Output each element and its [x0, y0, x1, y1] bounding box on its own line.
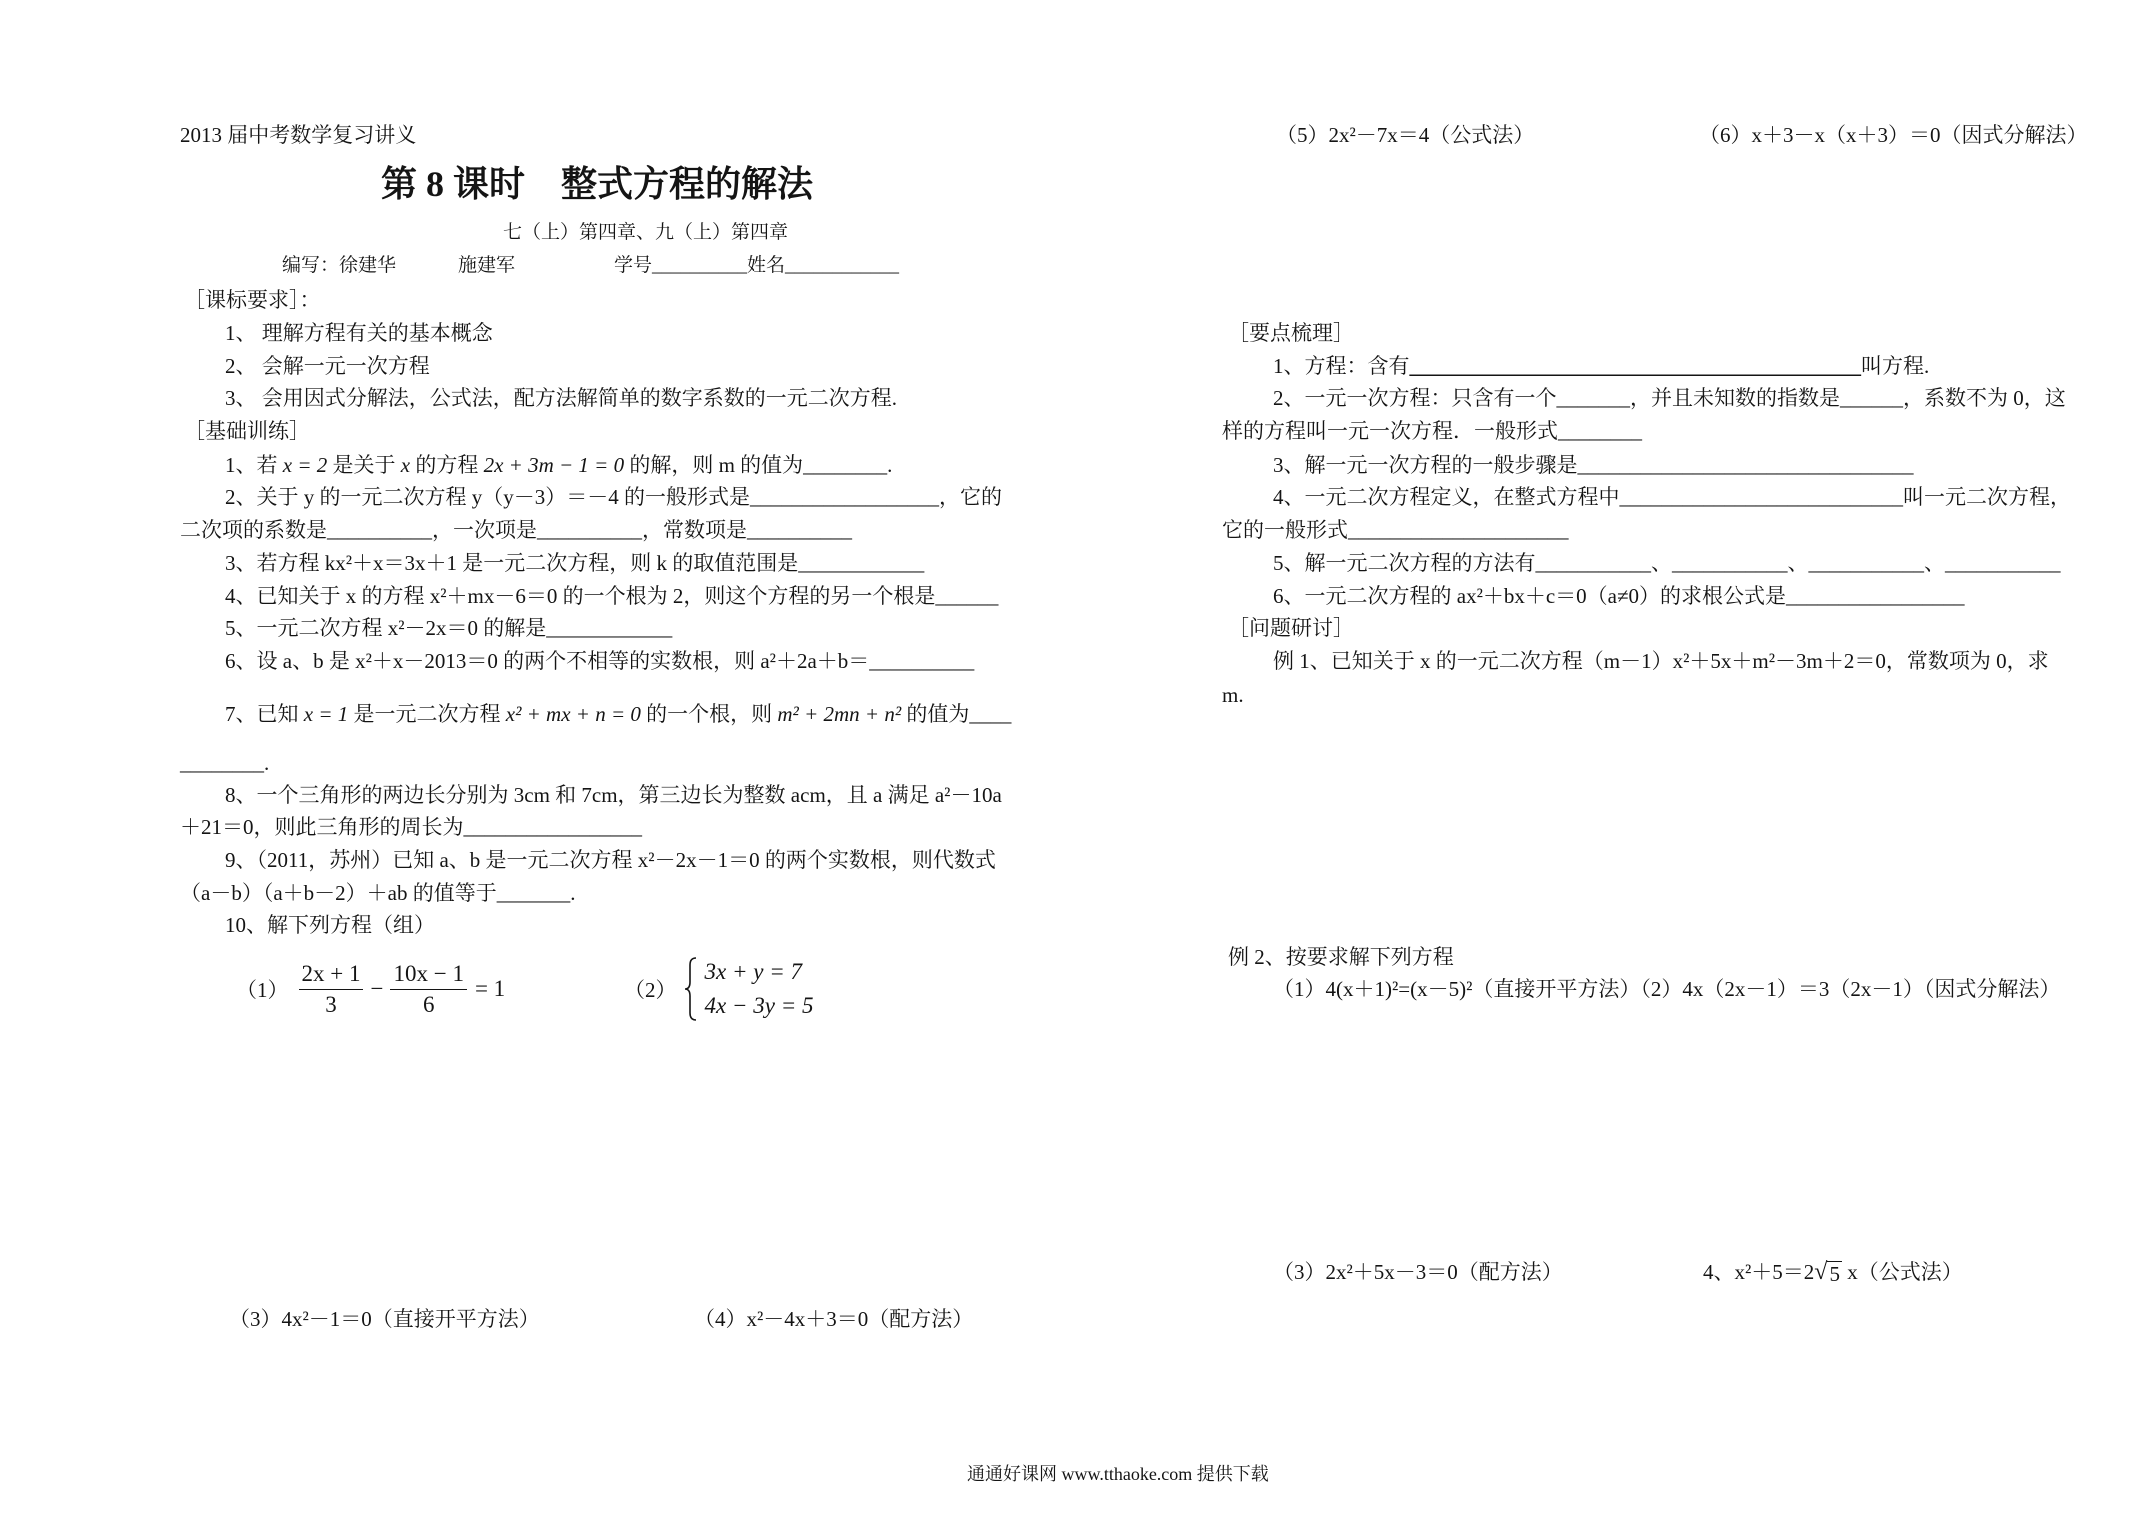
curriculum-item: 1、 理解方程有关的基本概念	[225, 321, 493, 345]
key-point-1-text: 1、方程：含有	[1273, 354, 1410, 378]
question-5: 5、一元二次方程 x²－2x＝0 的解是____________	[225, 616, 673, 640]
equation-5: （5）2x²－7x＝4（公式法）	[1276, 123, 1535, 147]
question-7-math: x = 1	[303, 702, 349, 726]
key-point-5: 5、解一元二次方程的方法有___________、___________、___________、___________	[1273, 551, 2061, 575]
question-9-line-2: （a－b）（a＋b－2）＋ab 的值等于_______.	[180, 881, 576, 905]
question-7-math: x² + mx + n = 0	[505, 702, 641, 726]
left-brace-icon	[683, 955, 699, 1023]
student-id-field	[614, 250, 899, 282]
radicand: 5	[1829, 1262, 1840, 1286]
question-1-text: 的解，则 m 的值为________.	[624, 453, 893, 477]
equation-1-rhs: = 1	[474, 976, 506, 1001]
basic-training-heading: ［基础训练］	[184, 419, 310, 443]
equation-6: （6）x＋3－x（x＋3）＝0（因式分解法）	[1699, 123, 2088, 147]
example-2-part-4	[1703, 1256, 1963, 1288]
question-7-text: 7、已知	[225, 702, 304, 726]
authors: 编写：徐建华	[282, 255, 397, 276]
equation-system-lines	[705, 955, 814, 1023]
question-7-text: 的一个根，则	[640, 702, 778, 726]
key-point-4-line-2: 它的一般形式_____________________	[1222, 518, 1569, 542]
question-7-text: 的值为____	[901, 702, 1012, 726]
square-root	[1814, 1258, 1842, 1286]
system-equation-1: 3x + y = 7	[704, 959, 802, 984]
equation-4: （4）x²－4x＋3＝0（配方法）	[694, 1307, 974, 1331]
key-point-1-blank: ___________________________________________	[1409, 354, 1861, 378]
question-1-math: 2x + 3m − 1 = 0	[483, 453, 625, 477]
equation-1-label: （1）	[236, 978, 289, 1002]
question-8-line-2: ＋21＝0，则此三角形的周长为_________________	[180, 815, 642, 839]
fraction-left-denominator: 3	[325, 991, 337, 1017]
key-point-6: 6、一元二次方程的 ax²＋bx＋c＝0（a≠0）的求根公式是_________________	[1273, 584, 1965, 608]
question-1-math: x	[400, 453, 411, 477]
fraction-right-numerator: 10x − 1	[390, 959, 466, 990]
fraction-right	[390, 959, 466, 1020]
key-point-1-text: 叫方程.	[1861, 354, 1930, 378]
question-1-text: 1、若	[225, 453, 283, 477]
example-2-part-4-text: x（公式法）	[1841, 1260, 1963, 1284]
example-1-line-2: m.	[1222, 683, 1244, 707]
fraction-left	[299, 959, 364, 1020]
example-2-line-1: （1）4(x＋1)²=(x－5)²（直接开平方法）（2）4x（2x－1）＝3（2x－1）（因式分解法）	[1273, 977, 2061, 1001]
example-1-line-1: 例 1、已知关于 x 的一元二次方程（m－1）x²＋5x＋m²－3m＋2＝0，常数项为 0，求	[1273, 649, 2049, 673]
question-1	[225, 449, 892, 481]
fraction-left-numerator: 2x + 1	[299, 959, 364, 990]
example-2-heading: 例 2、按要求解下列方程	[1228, 945, 1454, 969]
question-10-heading: 10、解下列方程（组）	[225, 913, 435, 937]
footer-credit: 通通好课网 www.tthaoke.com 提供下载	[967, 1464, 1269, 1484]
question-2-line-2: 二次项的系数是__________，一次项是__________，常数项是__________	[180, 518, 852, 542]
key-point-4-line-1: 4、一元二次方程定义，在整式方程中___________________________叫一元二次方程，	[1273, 485, 2071, 509]
key-point-2-line-2: 样的方程叫一元一次方程．一般形式________	[1222, 419, 1642, 443]
key-point-3: 3、解一元一次方程的一般步骤是________________________________	[1273, 453, 1914, 477]
student-id-label: 学号	[614, 255, 653, 276]
key-point-2-line-1: 2、一元一次方程：只含有一个_______，并且未知数的指数是______，系数不为 0，这	[1273, 386, 2066, 410]
question-7-text: 是一元二次方程	[348, 702, 506, 726]
equation-system-2	[624, 955, 813, 1023]
question-7	[225, 698, 1011, 730]
curriculum-item: 2、 会解一元一次方程	[225, 354, 430, 378]
example-2-part-4-text: 4、x²＋5＝2	[1703, 1260, 1815, 1284]
system-equation-2: 4x − 3y = 5	[704, 993, 814, 1018]
question-2-line-1: 2、关于 y 的一元二次方程 y（y－3）＝－4 的一般形式是__________________，它的	[225, 485, 1002, 509]
name-blank: ____________	[785, 255, 900, 276]
series-title: 2013 届中考数学复习讲义	[180, 123, 417, 147]
equation-1	[236, 957, 505, 1021]
key-point-1	[1273, 350, 1929, 382]
question-4: 4、已知关于 x 的方程 x²＋mx－6＝0 的一个根为 2，则这个方程的另一个根是______	[225, 584, 999, 608]
key-points-heading: ［要点梳理］	[1228, 321, 1354, 345]
question-1-text: 的方程	[410, 453, 484, 477]
lesson-title: 第 8 课时 整式方程的解法	[381, 164, 814, 204]
question-7-line-2: ________.	[180, 751, 270, 775]
student-id-blank: __________	[652, 255, 748, 276]
coauthor: 施建军	[458, 255, 516, 276]
equation-2-label: （2）	[624, 978, 677, 1002]
equation-3: （3）4x²－1＝0（直接开平方法）	[229, 1307, 540, 1331]
question-6: 6、设 a、b 是 x²＋x－2013＝0 的两个不相等的实数根，则 a²＋2a＋b＝__________	[225, 649, 975, 673]
fraction-right-denominator: 6	[422, 991, 435, 1017]
chapter-reference: 七（上）第四章、九（上）第四章	[503, 222, 789, 243]
question-1-text: 是关于	[327, 453, 401, 477]
minus-operator: −	[370, 976, 384, 1001]
curriculum-heading: ［课标要求］：	[184, 288, 321, 312]
discussion-heading: ［问题研讨］	[1228, 616, 1354, 640]
question-1-math: x = 2	[282, 453, 328, 477]
radical-sign-icon: √	[1814, 1259, 1828, 1285]
curriculum-item: 3、 会用因式分解法，公式法，配方法解简单的数字系数的一元二次方程.	[225, 386, 897, 410]
name-label: 姓名	[747, 255, 786, 276]
question-3: 3、若方程 kx²＋x＝3x＋1 是一元二次方程，则 k 的取值范围是____________	[225, 551, 925, 575]
question-8-line-1: 8、一个三角形的两边长分别为 3cm 和 7cm，第三边长为整数 acm，且 a 满足 a²－10a	[225, 783, 1002, 807]
question-7-math: m² + 2mn + n²	[777, 702, 902, 726]
example-2-part-3: （3）2x²＋5x－3＝0（配方法）	[1273, 1260, 1563, 1284]
question-9-line-1: 9、（2011，苏州）已知 a、b 是一元二次方程 x²－2x－1＝0 的两个实数根，则代数式	[225, 848, 996, 872]
